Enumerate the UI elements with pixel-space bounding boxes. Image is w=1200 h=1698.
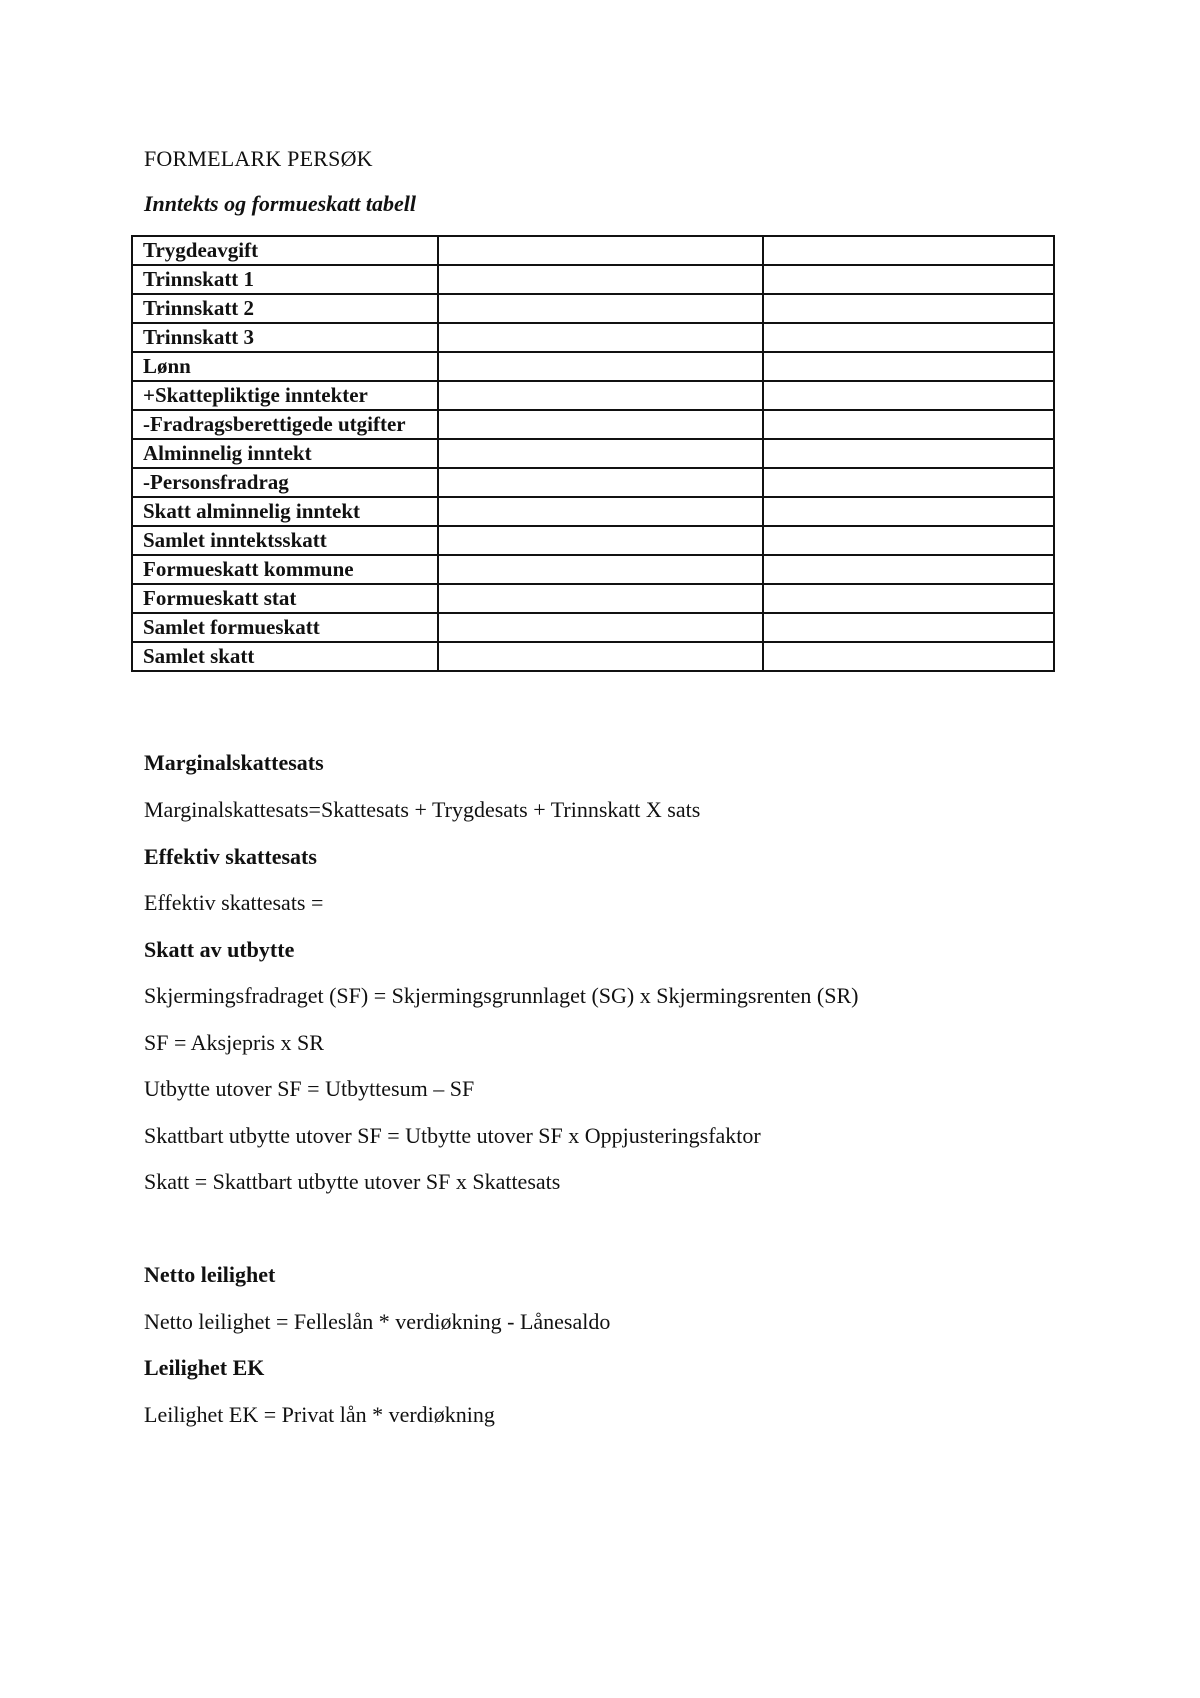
table-cell: [438, 381, 763, 410]
row-label: Trinnskatt 1: [132, 265, 438, 294]
utbytte-formula-line: Skattbart utbytte utover SF = Utbytte utover SF x Oppjusteringsfaktor: [144, 1123, 761, 1148]
table-row: [132, 642, 1054, 671]
table-row: [132, 555, 1054, 584]
table-cell: [438, 497, 763, 526]
effektiv-formula: Effektiv skattesats =: [144, 890, 324, 915]
table-cell: [438, 468, 763, 497]
table-cell: [438, 439, 763, 468]
table-cell: [438, 323, 763, 352]
utbytte-heading: Skatt av utbytte: [144, 937, 295, 962]
table-row: [132, 265, 1054, 294]
table-cell: [763, 613, 1054, 642]
utbytte-formula-line: SF = Aksjepris x SR: [144, 1030, 324, 1055]
document-subtitle: Inntekts og formueskatt tabell: [144, 191, 416, 216]
row-label: Alminnelig inntekt: [132, 439, 438, 468]
document-title: FORMELARK PERSØK: [144, 146, 373, 171]
utbytte-formula-line: Skjermingsfradraget (SF) = Skjermingsgrunnlaget (SG) x Skjermingsrenten (SR): [144, 983, 859, 1008]
row-label: Samlet formueskatt: [132, 613, 438, 642]
table-cell: [763, 439, 1054, 468]
table-row: [132, 497, 1054, 526]
table-cell: [763, 352, 1054, 381]
table-row: [132, 352, 1054, 381]
table-cell: [763, 526, 1054, 555]
table-cell: [763, 642, 1054, 671]
table-cell: [438, 613, 763, 642]
table-cell: [438, 642, 763, 671]
table-cell: [763, 497, 1054, 526]
row-label: Samlet skatt: [132, 642, 438, 671]
row-label: Trinnskatt 3: [132, 323, 438, 352]
table-cell: [763, 323, 1054, 352]
netto-formula: Netto leilighet = Felleslån * verdiøkning - Lånesaldo: [144, 1309, 611, 1334]
table-cell: [438, 526, 763, 555]
row-label: Trygdeavgift: [132, 236, 438, 265]
row-label: Samlet inntektsskatt: [132, 526, 438, 555]
table-row: [132, 584, 1054, 613]
table-row: [132, 294, 1054, 323]
table-cell: [763, 410, 1054, 439]
table-cell: [438, 236, 763, 265]
table-row: [132, 468, 1054, 497]
marginal-heading: Marginalskattesats: [144, 750, 324, 775]
table-cell: [763, 265, 1054, 294]
table-cell: [438, 352, 763, 381]
tax-table: [131, 235, 1055, 672]
row-label: Lønn: [132, 352, 438, 381]
table-cell: [438, 555, 763, 584]
ek-heading: Leilighet EK: [144, 1355, 265, 1380]
table-cell: [438, 265, 763, 294]
table-row: [132, 613, 1054, 642]
table-row: [132, 526, 1054, 555]
utbytte-formula-line: Utbytte utover SF = Utbyttesum – SF: [144, 1076, 475, 1101]
table-row: [132, 410, 1054, 439]
table-row: [132, 236, 1054, 265]
table-cell: [763, 236, 1054, 265]
table-row: [132, 323, 1054, 352]
row-label: Formueskatt stat: [132, 584, 438, 613]
row-label: Skatt alminnelig inntekt: [132, 497, 438, 526]
row-label: +Skattepliktige inntekter: [132, 381, 438, 410]
row-label: Trinnskatt 2: [132, 294, 438, 323]
table-cell: [763, 294, 1054, 323]
netto-heading: Netto leilighet: [144, 1262, 276, 1287]
row-label: Formueskatt kommune: [132, 555, 438, 584]
table-cell: [438, 584, 763, 613]
ek-formula: Leilighet EK = Privat lån * verdiøkning: [144, 1402, 495, 1427]
row-label: -Fradragsberettigede utgifter: [132, 410, 438, 439]
effektiv-heading: Effektiv skattesats: [144, 844, 317, 869]
table-cell: [438, 294, 763, 323]
table-cell: [763, 468, 1054, 497]
table-cell: [763, 584, 1054, 613]
table-cell: [763, 381, 1054, 410]
table-row: [132, 381, 1054, 410]
table-cell: [438, 410, 763, 439]
row-label: -Personsfradrag: [132, 468, 438, 497]
table-row: [132, 439, 1054, 468]
marginal-formula: Marginalskattesats=Skattesats + Trygdesats + Trinnskatt X sats: [144, 797, 701, 822]
table-cell: [763, 555, 1054, 584]
utbytte-formula-line: Skatt = Skattbart utbytte utover SF x Skattesats: [144, 1169, 561, 1194]
